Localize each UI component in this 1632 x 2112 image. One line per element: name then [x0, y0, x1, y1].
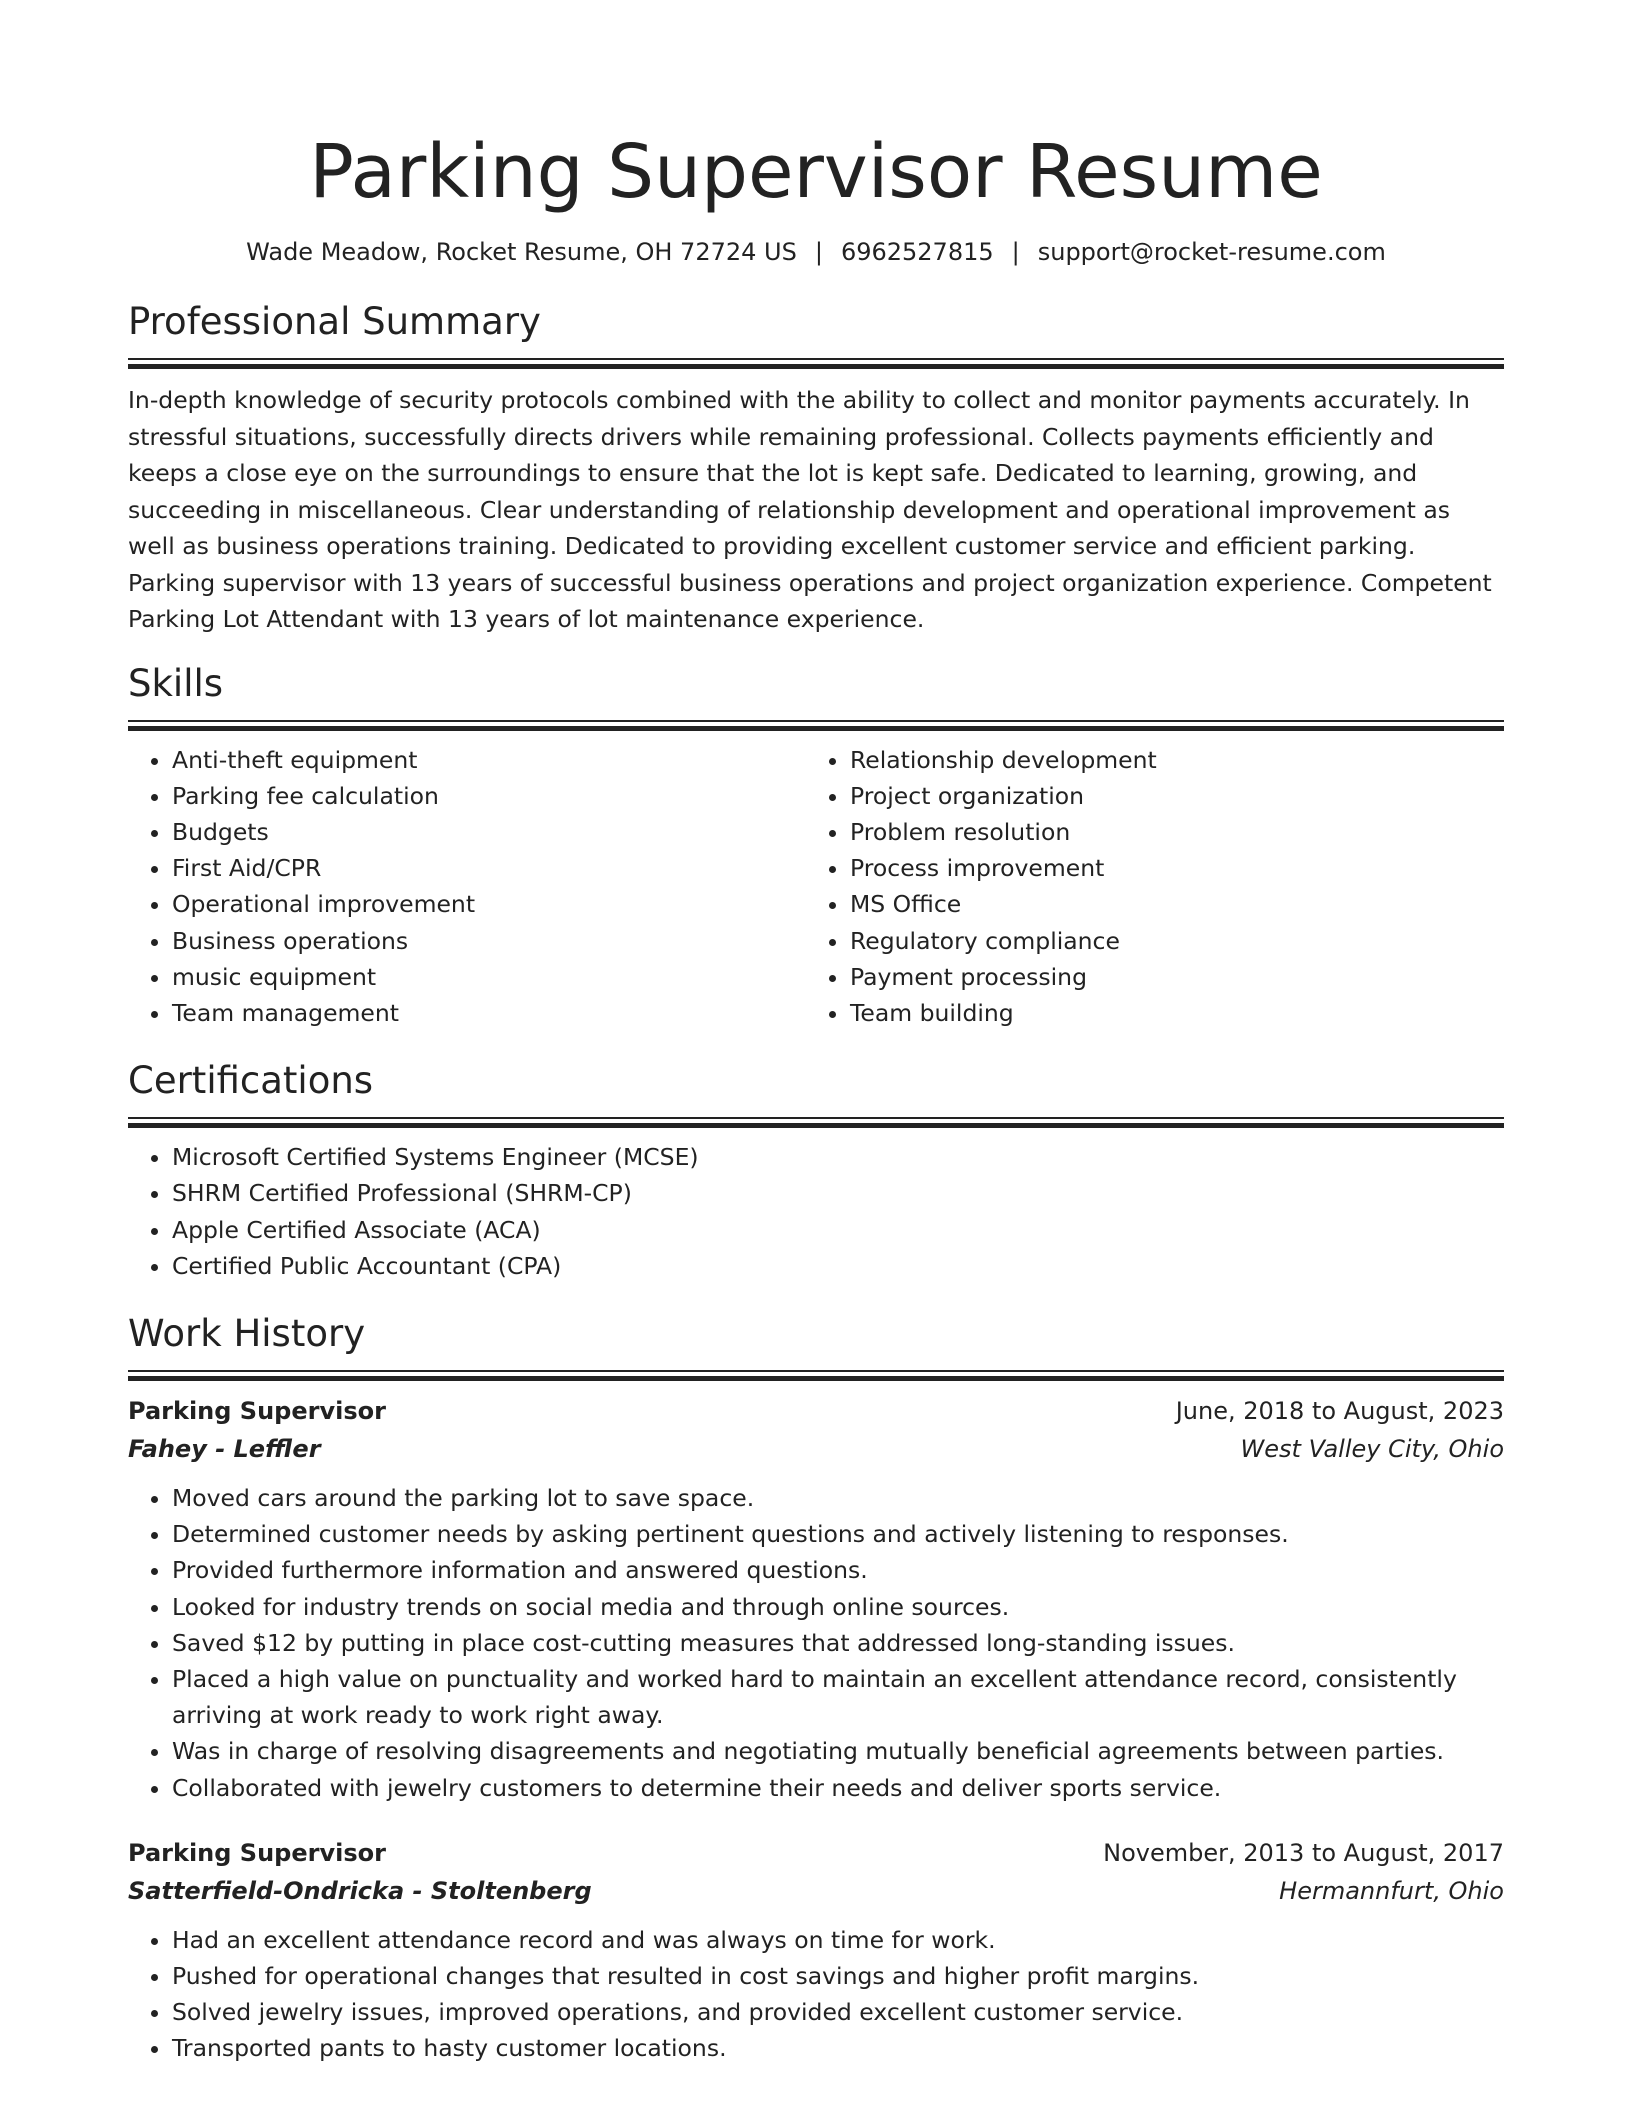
skill-item: • First Aid/CPR — [172, 850, 806, 886]
job-bullet: • Solved jewelry issues, improved operations, and provided excellent customer service. — [172, 1994, 1504, 2030]
certifications-heading: Certifications — [128, 1059, 374, 1103]
skills-grid — [128, 742, 1504, 1032]
skill-item: • Operational improvement — [172, 886, 806, 922]
work-history-section — [128, 1310, 1504, 2067]
skill-item: • Problem resolution — [850, 814, 1484, 850]
section-divider — [128, 1370, 1504, 1380]
job-title: Parking Supervisor — [128, 1838, 386, 1867]
certification-item: • Apple Certified Associate (ACA) — [172, 1212, 1504, 1248]
job-bullet: • Had an excellent attendance record and was always on time for work. — [172, 1922, 1504, 1958]
contact-separator: | — [1011, 238, 1020, 266]
skill-item: • Team management — [172, 995, 806, 1031]
summary-text: In-depth knowledge of security protocols combined with the ability to collect and monitor payments accurately. In stressful situations, successfully directs drivers while remaining professional. Collects payments efficiently and keeps a close eye on the surroundings to ensure that the lot is kept safe. Dedicated to learning, growing, and succeeding in miscellaneous. Clear understanding of relationship development and operational improvement as well as business operations training. Dedicated to providing excellent customer service and efficient parking. Parking supervisor with 13 years of successful business operations and project organization experience. Competent Parking Lot Attendant with 13 years of lot maintenance experience. — [128, 386, 1492, 633]
job-bullets — [128, 1480, 1504, 1806]
skills-column-left — [128, 742, 806, 1032]
job-bullet: • Determined customer needs by asking pertinent questions and actively listening to responses. — [172, 1516, 1504, 1552]
job-bullet: • Pushed for operational changes that resulted in cost savings and higher profit margins. — [172, 1958, 1504, 1994]
certifications-list — [128, 1139, 1504, 1284]
job-location: Hermannfurt, Ohio — [1279, 1876, 1504, 1905]
contact-phone: 6962527815 — [840, 238, 994, 266]
job-bullet: • Placed a high value on punctuality and worked hard to maintain an excellent attendance record, consistently arriving at work ready to work right away. — [172, 1661, 1504, 1733]
skill-item: • MS Office — [850, 886, 1484, 922]
job-subheader-row — [128, 1430, 1504, 1468]
job-company: Satterfield-Ondricka - Stoltenberg — [128, 1876, 592, 1905]
job-entry — [128, 1834, 1504, 2067]
certification-item: • Microsoft Certified Systems Engineer (MCSE) — [172, 1139, 1504, 1175]
job-bullet: • Moved cars around the parking lot to save space. — [172, 1480, 1504, 1516]
skills-heading: Skills — [128, 661, 224, 705]
certification-item: • SHRM Certified Professional (SHRM-CP) — [172, 1175, 1504, 1211]
job-bullet: • Transported pants to hasty customer locations. — [172, 2030, 1504, 2066]
job-header-row — [128, 1392, 1504, 1430]
job-bullet: • Was in charge of resolving disagreements and negotiating mutually beneficial agreements between parties. — [172, 1733, 1504, 1769]
section-divider — [128, 720, 1504, 730]
job-entry — [128, 1392, 1504, 1806]
contact-email: support@rocket-resume.com — [1037, 238, 1386, 266]
job-dates: November, 2013 to August, 2017 — [1103, 1838, 1504, 1867]
contact-separator: | — [814, 238, 823, 266]
contact-address: Wade Meadow, Rocket Resume, OH 72724 US — [246, 238, 797, 266]
skill-item: • Parking fee calculation — [172, 778, 806, 814]
skill-item: • music equipment — [172, 959, 806, 995]
skills-column-right — [806, 742, 1484, 1032]
job-header-row — [128, 1834, 1504, 1872]
certification-item: • Certified Public Accountant (CPA) — [172, 1248, 1504, 1284]
skill-item: • Budgets — [172, 814, 806, 850]
section-divider — [128, 358, 1504, 368]
skill-item: • Payment processing — [850, 959, 1484, 995]
resume-page — [128, 0, 1504, 2067]
job-bullet: • Saved $12 by putting in place cost-cutting measures that addressed long-standing issues. — [172, 1625, 1504, 1661]
job-subheader-row — [128, 1872, 1504, 1910]
certifications-section — [128, 1057, 1504, 1284]
skills-section — [128, 660, 1504, 1032]
work-history-heading: Work History — [128, 1311, 366, 1355]
skill-item: • Process improvement — [850, 850, 1484, 886]
job-bullet: • Collaborated with jewelry customers to determine their needs and deliver sports service. — [172, 1770, 1504, 1806]
skill-item: • Anti-theft equipment — [172, 742, 806, 778]
summary-heading: Professional Summary — [128, 300, 541, 343]
job-title: Parking Supervisor — [128, 1396, 386, 1425]
skill-item: • Project organization — [850, 778, 1484, 814]
job-location: West Valley City, Ohio — [1240, 1434, 1504, 1463]
contact-line — [128, 236, 1504, 268]
skill-item: • Business operations — [172, 923, 806, 959]
job-bullet: • Provided furthermore information and answered questions. — [172, 1552, 1504, 1588]
job-bullets — [128, 1922, 1504, 2067]
skill-item: • Team building — [850, 995, 1484, 1031]
job-company: Fahey - Leffler — [128, 1434, 321, 1463]
resume-title: Parking Supervisor Resume — [309, 129, 1323, 215]
skill-item: • Relationship development — [850, 742, 1484, 778]
job-dates: June, 2018 to August, 2023 — [1175, 1396, 1504, 1425]
summary-section — [128, 298, 1504, 638]
section-divider — [128, 1117, 1504, 1127]
job-bullet: • Looked for industry trends on social media and through online sources. — [172, 1589, 1504, 1625]
skill-item: • Regulatory compliance — [850, 923, 1484, 959]
